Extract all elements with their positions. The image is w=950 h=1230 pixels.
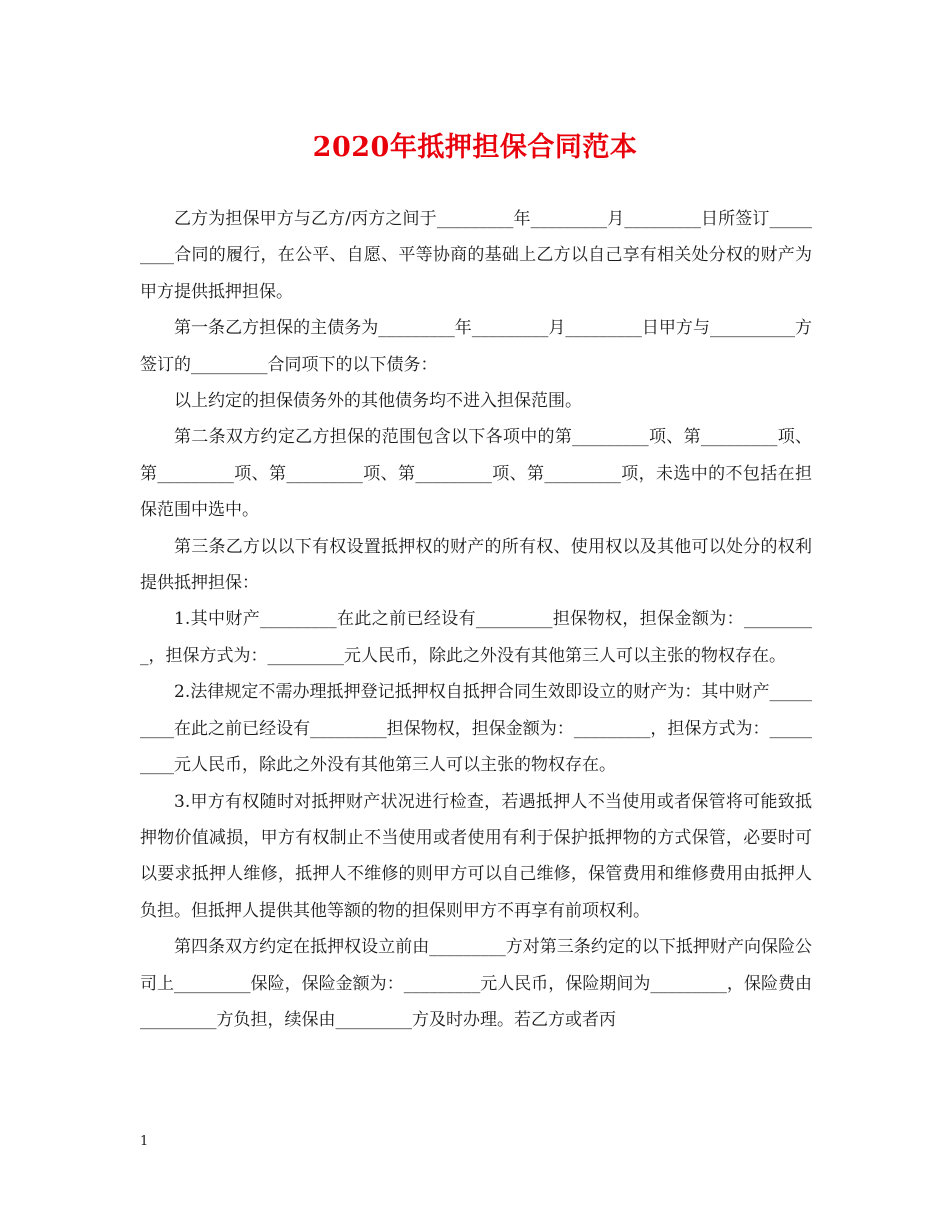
page-number: 1 bbox=[140, 1134, 149, 1149]
paragraph-scope-note: 以上约定的担保债务外的其他债务均不进入担保范围。 bbox=[174, 391, 582, 412]
paragraph-article-1: 第一条乙方担保的主债务为_________年_________月_________日甲方与__________方签订的_________合同项下的以下债务： bbox=[140, 318, 812, 375]
paragraph-article-2: 第二条双方约定乙方担保的范围包含以下各项中的第_________项、第_________项、第_________项、第_________项、第_________项、第_________项，未选中的不包括在担保范围中选中。 bbox=[140, 427, 812, 521]
paragraph-intro: 乙方为担保甲方与乙方/丙方之间于_________年_________月_________日所签订_________合同的履行，在公平、自愿、平等协商的基础上乙方以自己享有相关处分权的财产为甲方提供抵押担保。 bbox=[140, 209, 812, 302]
paragraph-item-3: 3.甲方有权随时对抵押财产状况进行检查，若遇抵押人不当使用或者保管将可能致抵押物价值减损，甲方有权制止不当使用或者使用有利于保护抵押物的方式保管，必要时可以要求抵押人维修，抵押人不维修的则甲方可以自己维修，保管费用和维修费用由抵押人负担。但抵押人提供其他等额的物的担保则甲方不再享有前项权利。 bbox=[140, 791, 812, 921]
paragraph-article-3: 第三条乙方以以下有权设置抵押权的财产的所有权、使用权以及其他可以处分的权利提供抵押担保： bbox=[140, 536, 812, 594]
paragraph-article-4: 第四条双方约定在抵押权设立前由_________方对第三条约定的以下抵押财产向保险公司上_________保险，保险金额为：_________元人民币，保险期间为_________，保险费由_________方负担，续保由_________方及时办理。若乙方或者丙 bbox=[140, 937, 812, 1030]
paragraph-item-2: 2.法律规定不需办理抵押登记抵押权自抵押合同生效即设立的财产为：其中财产_________在此之前已经设有_________担保物权，担保金额为：_________，担保方式为：_________元人民币，除此之外没有其他第三人可以主张的物权存在。 bbox=[140, 682, 812, 776]
paragraph-item-1: 1.其中财产_________在此之前已经设有_________担保物权，担保金额为：_________，担保方式为：_________元人民币，除此之外没有其他第三人可以主张的物权存在。 bbox=[140, 609, 812, 666]
document-title: 2020年抵押担保合同范本 bbox=[312, 132, 638, 163]
document-body bbox=[140, 201, 812, 1038]
